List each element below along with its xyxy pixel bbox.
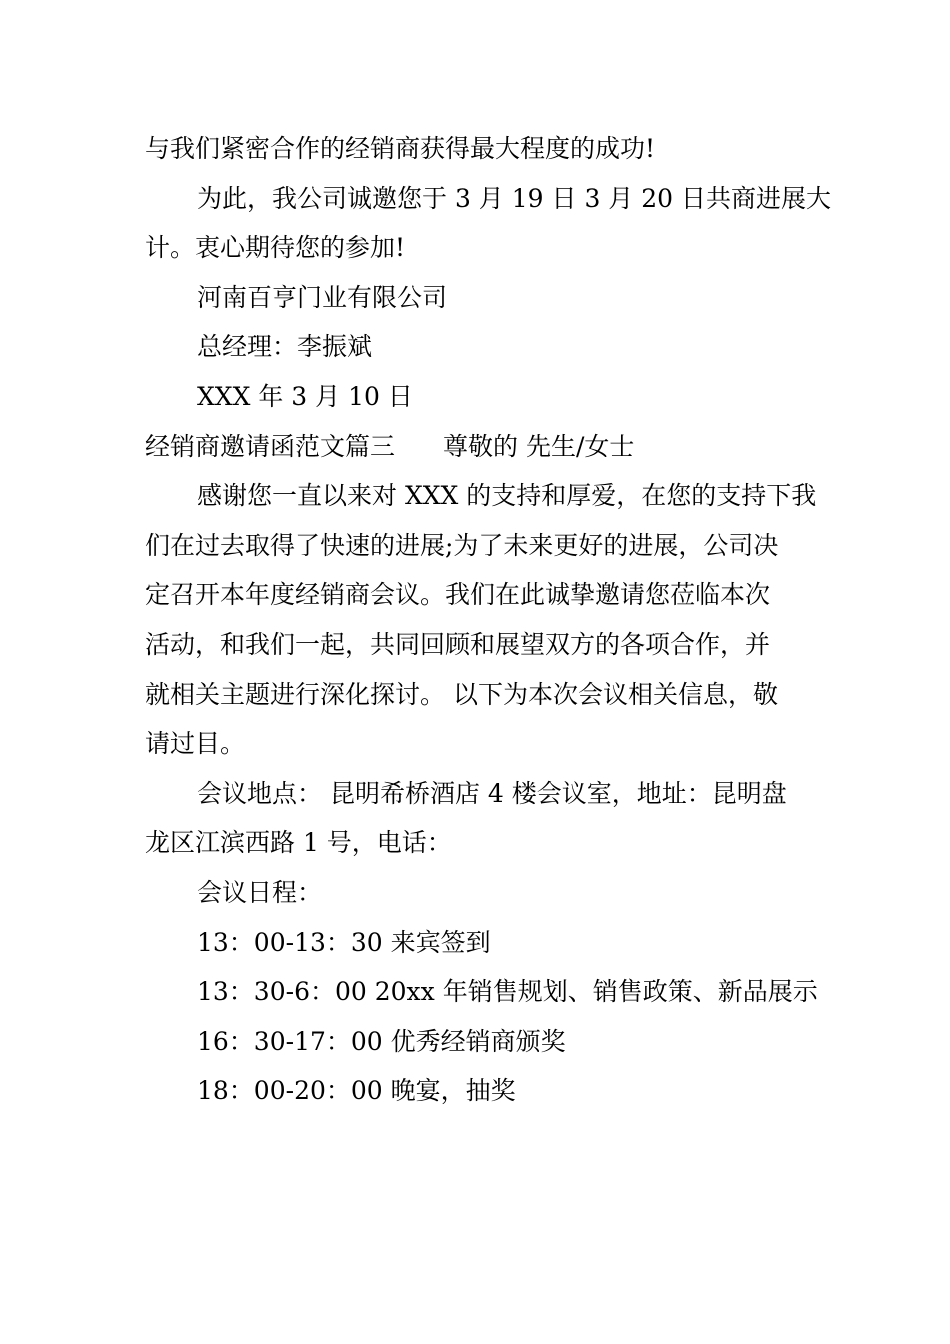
section-title: 经销商邀请函范文篇三 <box>145 431 396 461</box>
paragraph-line: 活动，和我们一起，共同回顾和展望双方的各项合作，并 <box>145 629 771 659</box>
agenda-item: 16：30-17：00 优秀经销商颁奖 <box>197 1026 566 1056</box>
paragraph-line: 计。衷心期待您的参加! <box>145 233 406 263</box>
paragraph-line: 与我们紧密合作的经销商获得最大程度的成功! <box>145 134 656 163</box>
paragraph-line: 感谢您一直以来对 XXX 的支持和厚爱，在您的支持下我 <box>197 481 817 511</box>
letter-date: XXX 年 3 月 10 日 <box>197 381 413 411</box>
agenda-item: 13：00-13：30 来宾签到 <box>197 927 491 957</box>
signatory: 总经理：李振斌 <box>197 332 373 362</box>
agenda-heading: 会议日程： <box>197 877 323 907</box>
paragraph-line: 为此，我公司诚邀您于 3 月 19 日 3 月 20 日共商进展大 <box>197 183 832 213</box>
paragraph-line: 定召开本年度经销商会议。我们在此诚挚邀请您莅临本次 <box>145 580 771 610</box>
paragraph-line: 请过目。 <box>145 729 246 759</box>
section-heading <box>145 422 810 472</box>
agenda-item: 18：00-20：00 晚宴，抽奖 <box>197 1076 516 1106</box>
paragraph-line: 们在过去取得了快速的进展;为了未来更好的进展，公司决 <box>145 530 779 560</box>
agenda-item: 13：30-6：00 20xx 年销售规划、销售政策、新品展示 <box>197 977 818 1007</box>
document-body <box>145 124 832 1116</box>
meeting-address: 龙区江滨西路 1 号，电话： <box>145 828 452 858</box>
paragraph-line: 就相关主题进行深化探讨。 以下为本次会议相关信息，敬 <box>145 679 778 709</box>
meeting-location: 会议地点： 昆明希桥酒店 4 楼会议室，地址：昆明盘 <box>197 778 787 808</box>
salutation: 尊敬的 先生/女士 <box>443 431 635 461</box>
company-name: 河南百亨门业有限公司 <box>197 282 448 312</box>
